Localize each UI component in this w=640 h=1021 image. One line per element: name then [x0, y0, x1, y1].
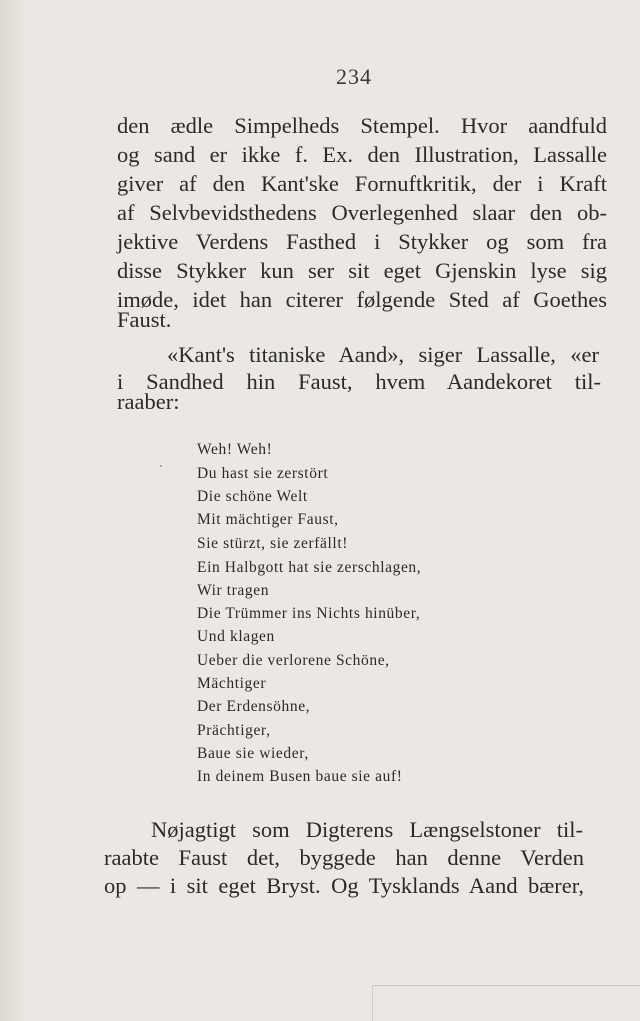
- verse-line: Ueber die verlorene Schöne,: [197, 652, 390, 669]
- verse-line: Weh! Weh!: [197, 441, 273, 458]
- paragraph-1-line: imøde, idet han citerer følgende Sted af Goethes: [117, 287, 607, 312]
- bottom-frame-line: [372, 985, 640, 986]
- verse-line: Die schöne Welt: [197, 488, 308, 505]
- paper-speck: [160, 465, 162, 467]
- paragraph-1-line: giver af den Kant'ske Fornuftkritik, der i Kraft: [117, 171, 607, 196]
- paragraph-1-line: og sand er ikke f. Ex. den Illustration, Lassalle: [117, 142, 607, 167]
- verse-line: Mit mächtiger Faust,: [197, 511, 339, 528]
- paragraph-1-line: Faust.: [117, 307, 172, 332]
- paragraph-3-line: Nøjagtigt som Digterens Længselstoner til-: [151, 817, 583, 842]
- verse-line: Prächtiger,: [197, 722, 271, 739]
- verse-line: Der Erdensöhne,: [197, 698, 311, 715]
- verse-line: Du hast sie zerstört: [197, 465, 329, 482]
- verse-line: Ein Halbgott hat sie zerschlagen,: [197, 559, 422, 576]
- paragraph-2-line: raaber:: [117, 389, 180, 414]
- paragraph-2-line: «Kant's titaniske Aand», siger Lassalle, «er: [167, 342, 599, 367]
- page-number: 234: [336, 64, 372, 89]
- verse-line: In deinem Busen baue sie auf!: [197, 768, 403, 785]
- verse-line: Sie stürzt, sie zerfällt!: [197, 535, 349, 552]
- paragraph-1-line: af Selvbevidsthedens Overlegenhed slaar den ob-: [117, 200, 607, 225]
- verse-line: Wir tragen: [197, 582, 270, 599]
- verse-line: Und klagen: [197, 628, 275, 645]
- paragraph-1-line: den ædle Simpelheds Stempel. Hvor aandfuld: [117, 113, 607, 138]
- paragraph-3-line: raabte Faust det, byggede han denne Verden: [104, 845, 584, 870]
- paragraph-1-line: jektive Verdens Fasthed i Stykker og som fra: [117, 229, 607, 254]
- verse-line: Die Trümmer ins Nichts hinüber,: [197, 605, 421, 622]
- page-binding-edge: [0, 0, 22, 1021]
- paragraph-2-line: i Sandhed hin Faust, hvem Aandekoret til-: [117, 369, 601, 394]
- paragraph-1-line: disse Stykker kun ser sit eget Gjenskin lyse sig: [117, 258, 607, 283]
- verse-line: Baue sie wieder,: [197, 745, 309, 762]
- paragraph-3-line: op — i sit eget Bryst. Og Tysklands Aand bærer,: [104, 873, 584, 898]
- bottom-frame-edge: [372, 985, 373, 1021]
- verse-line: Mächtiger: [197, 675, 267, 692]
